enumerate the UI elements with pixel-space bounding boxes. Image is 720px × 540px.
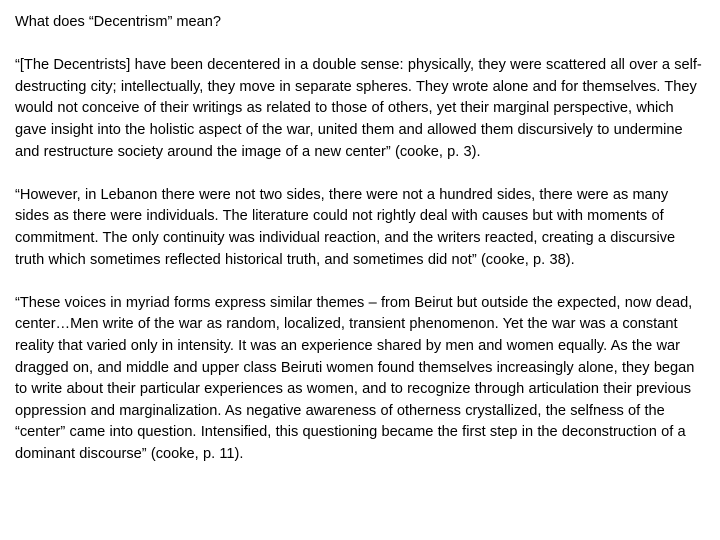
quote-many-sides: “However, in Lebanon there were not two sides, there were not a hundred sides, there were as many sides as there were individuals. The literature could not rightly deal with causes but with moments of commitment. The only continuity was individual reaction, and the writers reacted, creating a discursive truth which sometimes reflected historical truth, and sometimes did not” (cooke, p. 38).: [15, 186, 676, 268]
quote-decentered: “[The Decentrists] have been decentered in a double sense: physically, they were scattered all over a self-destructing city; intellectually, they move in separate spheres. They wrote alone and for themselves. They would not conceive of their writings as related to those of others, yet their marginal perspective, which gave insight into the holistic aspect of the war, united them and allowed them discursively to undermine and restructure society around the image of a new center” (cooke, p. 3).: [15, 57, 702, 160]
page-title: What does “Decentrism” mean?: [15, 14, 222, 30]
quote-myriad-voices: “These voices in myriad forms express similar themes – from Beirut but outside the expected, now dead, center…Men write of the war as random, localized, transient phenomenon. Yet the war was a constant reality that varied only in intensity. It was an experience shared by men and women equally. As the war dragged on, and middle and upper class Beiruti women found themselves increasingly alone, they began to write about their particular experiences as women, and to recognize through articulation their previous oppression and marginalization. As negative awareness of otherness crystallized, the selfness of the “center” came into question. Intensified, this questioning became the first step in the deconstruction of a dominant discourse” (cooke, p. 11).: [15, 294, 695, 462]
text-body: [15, 12, 705, 465]
